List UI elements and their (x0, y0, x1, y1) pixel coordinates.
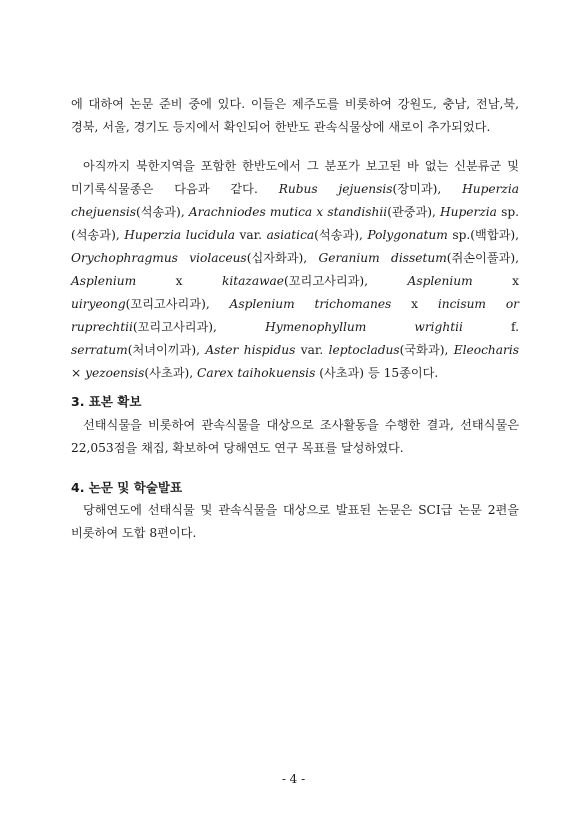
scientific-name: kitazawae (221, 274, 285, 288)
scientific-name: asiatica (266, 228, 315, 242)
family-name: (장미과), (392, 182, 463, 196)
family-name: sp.(백합과), (447, 228, 519, 242)
scientific-name: Orychophragmus violaceus (71, 251, 247, 265)
scientific-name: Huperzia (440, 205, 497, 219)
family-name: x (472, 274, 520, 288)
scientific-name: Arachniodes mutica x standishii (188, 205, 388, 219)
family-name: (관중과), (387, 205, 441, 219)
paragraph-continuation: 에 대하여 논문 준비 중에 있다. 이들은 제주도를 비롯하여 강원도, 충남, 전남,북, 경북, 서울, 경기도 등지에서 확인되어 한반도 관속식물상에 새로이 추가되었다. (71, 97, 519, 134)
family-name: (처녀이끼과), (127, 343, 206, 357)
scientific-name: Asplenium (407, 274, 473, 288)
scientific-name: Rubus jejuensis (278, 182, 393, 196)
family-name: × (71, 366, 86, 380)
section-4-body: 당해연도에 선태식물 및 관속식물을 대상으로 발표된 논문은 SCI급 논문 2편을 비롯하여 도합 8편이다. (71, 503, 519, 540)
family-name: (사초과), (144, 366, 197, 380)
scientific-name: uiryeong (71, 297, 126, 311)
family-name: x (136, 274, 222, 288)
scientific-name: Huperzia chejuensis (71, 182, 519, 219)
scientific-name: Eleocharis (453, 343, 520, 357)
family-name: var. (234, 228, 267, 242)
scientific-name: Huperzia lucidula (124, 228, 235, 242)
species-outro: 등 15종이다. (367, 366, 439, 380)
family-name: f. (462, 320, 519, 334)
section-3-body: 선태식물을 비롯하여 관속식물을 대상으로 조사활동을 수행한 결과, 선태식물은 22,053점을 채집, 확보하여 당해연도 연구 목표를 달성하였다. (71, 418, 519, 455)
family-name: (석송과), (314, 228, 368, 242)
family-name: var. (295, 343, 329, 357)
family-name: (쥐손이풀과), (446, 251, 519, 265)
scientific-name: Aster hispidus (205, 343, 296, 357)
family-name: (십자화과), (246, 251, 319, 265)
family-name: (국화과), (399, 343, 454, 357)
scientific-name: Polygonatum (367, 228, 448, 242)
scientific-name: leptocladus (328, 343, 400, 357)
family-name: (꼬리고사리과), (284, 274, 408, 288)
scientific-name: Asplenium (71, 274, 137, 288)
scientific-name: serratum (71, 343, 128, 357)
scientific-name: Carex taihokuensis (197, 366, 316, 380)
family-name: (꼬리고사리과), (125, 297, 230, 311)
species-list (71, 182, 519, 380)
family-name: (사초과) (315, 366, 368, 380)
scientific-name: incisum or ruprechtii (71, 297, 519, 334)
species-intro: 아직까지 북한지역을 포함한 한반도에서 그 분포가 보고된 바 없는 신분류군 및 미기록식물종은 다음과 같다. (71, 159, 519, 196)
scientific-name: Geranium dissetum (318, 251, 447, 265)
scientific-name: Asplenium trichomanes (229, 297, 392, 311)
family-name: x (391, 297, 438, 311)
section-3-heading: 3. 표본 확보 (71, 394, 142, 409)
family-name: sp. (석송과), (71, 205, 520, 242)
scientific-name: Hymenophyllum wrightii (265, 320, 463, 334)
family-name: (석송과), (135, 205, 189, 219)
family-name: (꼬리고사리과), (132, 320, 266, 334)
scientific-name: yezoensis (85, 366, 145, 380)
page-number: - 4 - (281, 772, 306, 786)
species-paragraph (71, 155, 519, 385)
section-4-heading: 4. 논문 및 학술발표 (71, 480, 183, 495)
